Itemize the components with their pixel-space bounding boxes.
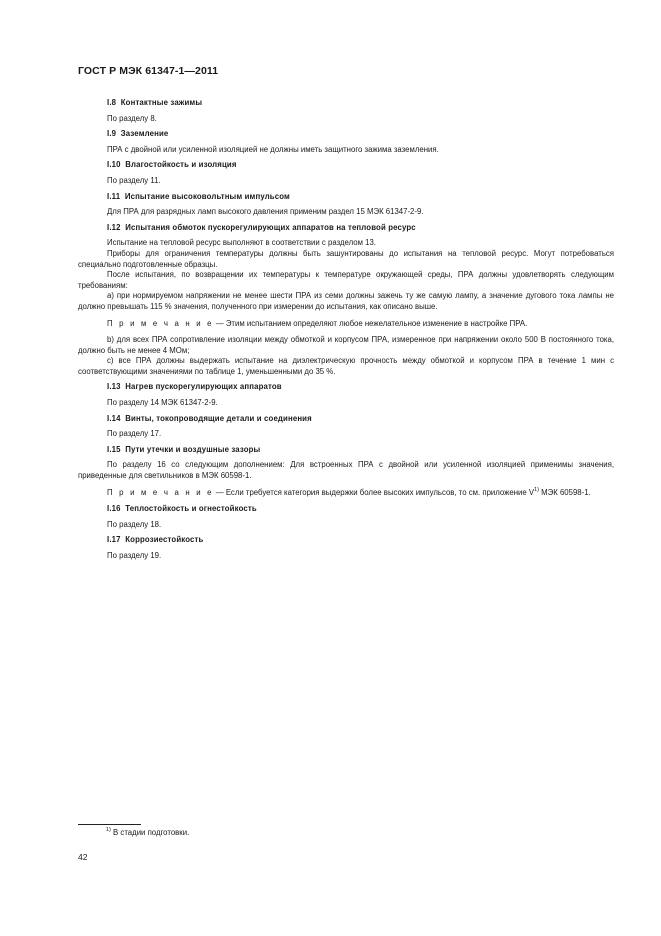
footnote-ref: 1) [534,486,539,493]
paragraph: По разделу 18. [107,519,162,529]
document-body [78,93,614,567]
section-heading: I.11 Испытание высоковольтным импульсом [107,191,290,201]
section-heading: I.8 Контактные зажимы [107,98,203,107]
footnote-text: В стадии подготовки. [110,828,190,837]
paragraph: ПРА с двойной или усиленной изоляцией не должны иметь защитного зажима заземления. [107,144,439,154]
section-heading: I.12 Испытания обмоток пускорегулирующих аппаратов на тепловой ресурс [107,222,416,232]
paragraph: По разделу 14 МЭК 61347-2-9. [107,398,218,408]
document-header: ГОСТ Р МЭК 61347-1—2011 [78,65,219,77]
section-heading: I.17 Коррозиестойкость [107,535,204,545]
paragraph: Испытание на тепловой ресурс выполняют в соответствии с разделом 13. [107,238,376,248]
note-label: П р и м е ч а н и е [107,318,214,328]
footnote [106,828,189,837]
note-label: П р и м е ч а н и е [107,487,214,497]
note-text: МЭК 60598-1. [538,487,591,497]
footnote-divider [78,824,141,825]
paragraph: По разделу 17. [107,429,162,439]
section-heading: I.16 Теплостойкость и огнестойкость [107,504,257,514]
note-text: — Этим испытанием определяют любое нежелательное изменение в настройке ПРА. [213,318,528,328]
list-item: a) при нормируемом напряжении не менее шести ПРА из семи должны зажечь ту же самую лампу, а значение дугового тока лампы не должно превышать 115 % значения, полученного при измерении до испытания, как описано выше. [78,291,614,311]
paragraph: По разделу 19. [107,551,162,560]
footnote-mark: 1) [106,827,111,833]
page-number: 42 [78,852,88,862]
paragraph: После испытания, по возвращении их температуры к температуре окружающей среды, ПРА должны удовлетворять следующим требованиям: [78,270,614,290]
note-text: — Если требуется категория выдержки более высоких импульсов, то см. приложение V [213,487,535,497]
paragraph: Приборы для ограничения температуры должны быть зашунтированы до испытания на тепловой ресурс. Могут потребоваться специально подготовленные образцы. [78,248,614,269]
note [78,319,614,330]
section-heading: I.15 Пути утечки и воздушные зазоры [107,444,261,454]
section-heading: I.14 Винты, токопроводящие детали и соединения [107,413,312,423]
paragraph: Для ПРА для разрядных ламп высокого давления применим раздел 15 МЭК 61347-2-9. [107,207,424,217]
list-item: b) для всех ПРА сопротивление изоляции между обмоткой и корпусом ПРА, измеренное при напряжении около 500 В постоянного тока, должно быть не менее 4 МОм; [78,335,614,355]
section-heading: I.13 Нагрев пускорегулирующих аппаратов [107,382,282,392]
paragraph: По разделу 16 со следующим дополнением: Для встроенных ПРА с двойной или усиленной изоляцией применимы значения, приведенные для светильников в МЭК 60598-1. [78,460,614,481]
list-item: c) все ПРА должны выдержать испытание на диэлектрическую прочность между обмоткой и корпусом ПРА в течение 1 мин с соответствующими значениями по таблице 1, уменьшенными до 35 %. [78,356,614,376]
note [78,488,614,499]
section-heading: I.9 Заземление [107,129,169,139]
paragraph: По разделу 11. [107,175,161,185]
paragraph: По разделу 8. [107,113,157,123]
section-heading: I.10 Влагостойкость и изоляция [107,160,237,170]
